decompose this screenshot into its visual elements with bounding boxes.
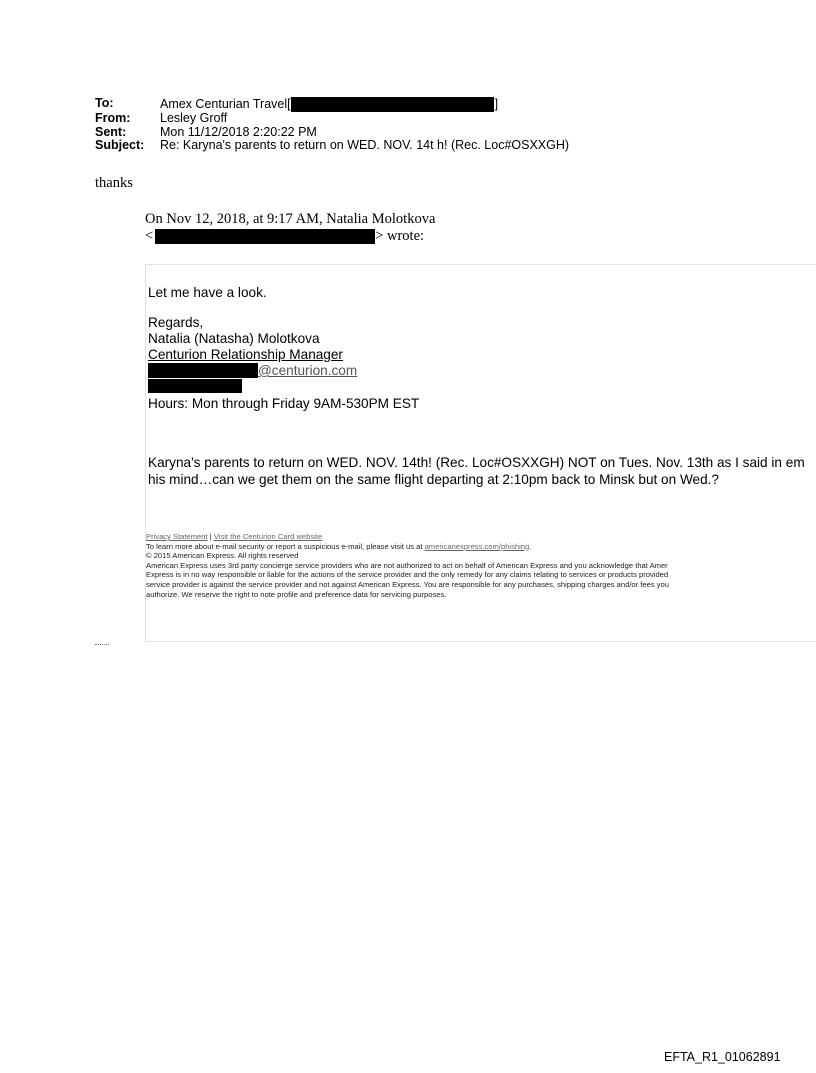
subject-row (95, 139, 569, 153)
security-note-text: To learn more about e-mail security or report a suspicious e-mail, please visit us at (146, 541, 425, 551)
to-value (160, 97, 498, 112)
to-row (95, 97, 569, 112)
sent-row (95, 126, 569, 140)
redaction-box (155, 229, 375, 244)
quote-intro-line2 (145, 228, 435, 245)
greeting: Let me have a look. (148, 285, 267, 300)
quote-intro (145, 211, 435, 245)
copyright: © 2015 American Express. All rights reserved (146, 551, 299, 561)
security-note (146, 542, 669, 552)
redaction-box (148, 379, 242, 393)
from-label: From: (95, 111, 131, 125)
disclaimer-line-1: American Express uses 3rd party concierge service providers who are not authorized to act on behalf of American Express and you acknowledge that Amer (146, 560, 668, 570)
signature-email (148, 363, 357, 379)
email-footer (146, 532, 669, 599)
document-id: EFTA_R1_01062891 (664, 1050, 781, 1064)
subject-value: Re: Karyna's parents to return on WED. NOV. 14t h! (Rec. Loc#OSXXGH) (160, 138, 570, 153)
phishing-link[interactable]: americanexpress.com/phishing (424, 541, 530, 551)
email-link[interactable]: @centurion.com (258, 363, 358, 378)
from-value: Lesley Groff (160, 111, 228, 125)
disclaimer-line-4: authorize. We reserve the right to note profile and preference data for servicing purposes. (146, 589, 447, 599)
body-line-1: Karyna's parents to return on WED. NOV. 14th! (Rec. Loc#OSXXGH) NOT on Tues. Nov. 13th as I said in em (148, 455, 805, 470)
security-note-period: . (529, 541, 532, 551)
redaction-box (291, 97, 494, 112)
to-close-bracket: ] (494, 96, 499, 111)
divider-mark (95, 644, 109, 646)
footer-links (146, 532, 669, 542)
open-angle: < (145, 228, 154, 244)
signature-name: Natalia (Natasha) Molotkova (148, 331, 320, 346)
regards: Regards, (148, 315, 204, 330)
body-line-2: his mind…can we get them on the same flight departing at 2:10pm back to Minsk but on Wed.? (148, 472, 719, 487)
sent-value: Mon 11/12/2018 2:20:22 PM (160, 124, 317, 139)
wrote-text: > wrote: (375, 228, 425, 244)
quote-intro-line1: On Nov 12, 2018, at 9:17 AM, Natalia Molotkova (145, 211, 436, 227)
from-row (95, 112, 569, 126)
subject-label: Subject: (95, 138, 145, 153)
signature-title: Centurion Relationship Manager (148, 347, 343, 362)
privacy-statement-link[interactable]: Privacy Statement (146, 532, 208, 541)
sent-label: Sent: (95, 124, 127, 139)
centurion-website-link[interactable]: Visit the Centurion Card website (213, 532, 323, 541)
email-header (95, 97, 569, 153)
office-hours: Hours: Mon through Friday 9AM-530PM EST (148, 396, 420, 411)
reply-text: thanks (95, 175, 133, 191)
redaction-box (148, 363, 258, 378)
to-name: Amex Centurian Travel[ (160, 96, 291, 111)
disclaimer-line-2: Express is in no way responsible or liable for the actions of the service provider and the only remedy for any claims relating to services or products provided (146, 570, 669, 580)
disclaimer-line-3: service provider is against the service provider and not against American Express. You are responsible for any purchases, shipping charges and/or fees you (146, 579, 669, 589)
link-separator: | (207, 532, 214, 541)
to-label: To: (95, 96, 114, 110)
